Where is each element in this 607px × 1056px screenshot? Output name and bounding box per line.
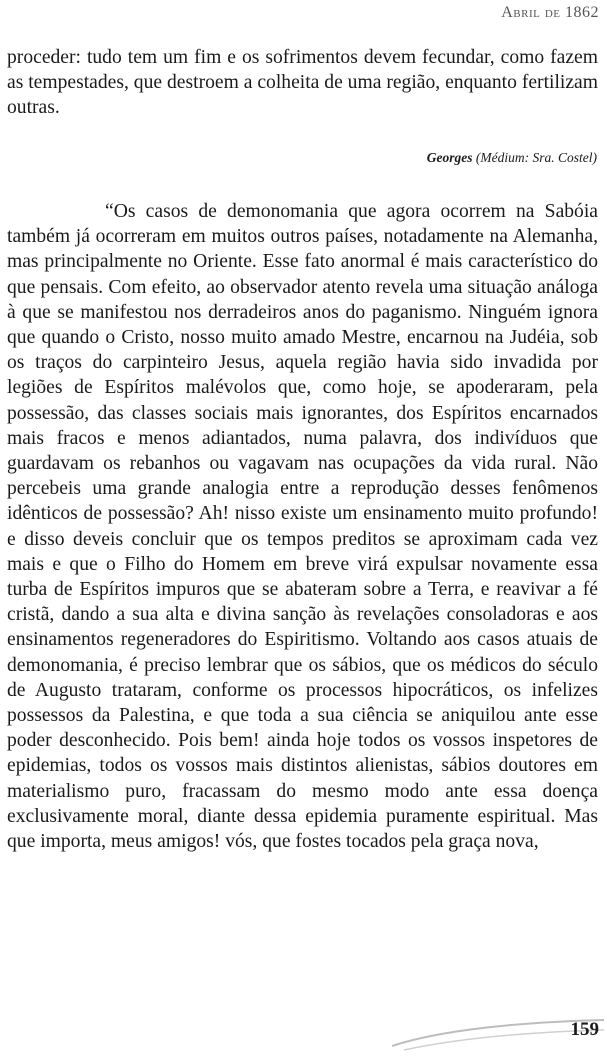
running-header: Abril de 1862 bbox=[501, 4, 599, 21]
signature-author: Georges bbox=[426, 150, 473, 165]
footer-swoosh-decoration bbox=[0, 1010, 607, 1056]
paragraph-main: “Os casos de demonomania que agora ocorrem na Sabóia também já ocorreram em muitos outros países, notadamente na Alemanha, mas principalmente no Oriente. Esse fato anormal é mais característico do que pensais. Com efeito, ao observador atento revela uma situação análoga à que se manifestou nos derradeiros anos do paganismo. Ninguém ignora que quando o Cristo, nosso muito amado Mestre, encarnou na Judéia, sob os traços do carpinteiro Jesus, aquela região havia sido invadida por legiões de Espíritos malévolos que, como hoje, se apoderaram, pela possessão, das classes sociais mais ignorantes, dos Espíritos encarnados mais fracos e menos adiantados, numa palavra, dos indivíduos que guardavam os rebanhos ou vagavam nas ocupações da vida rural. Não percebeis uma grande analogia entre a reprodução desses fenômenos idênticos de possessão? Ah! nisso existe um ensinamento muito profundo! e disso deveis concluir que os tempos preditos se aproximam cada vez mais e que o Filho do Homem em breve virá expulsar novamente essa turba de Espíritos impuros que se abateram sobre a Terra, e reavivar a fé cristã, dando a sua alta e divina sanção às revelações consoladoras e aos ensinamentos regeneradores do Espiritismo. Voltando aos casos atuais de demonomania, é preciso lembrar que os sábios, que os médicos do século de Augusto trataram, conforme os processos hipocráticos, os infelizes possessos da Palestina, e que toda a sua ciência se aniquilou ante esse poder desconhecido. Pois bem! ainda hoje todos os vossos inspetores de epidemias, todos os vossos mais distintos alienistas, sábios doutores em materialismo puro, fracassam do mesmo modo ante essa doença exclusivamente moral, diante dessa epidemia puramente espiritual. Mas que importa, meus amigos! vós, que fostes tocados pela graça nova, bbox=[7, 201, 598, 853]
page-number: 159 bbox=[570, 1019, 599, 1040]
signature-medium: (Médium: Sra. Costel) bbox=[475, 150, 597, 165]
paragraph-continuation: proceder: tudo tem um fim e os sofrimentos devem fecundar, como fazem as tempestades, que destroem a colheita de uma região, enquanto fertilizam outras. bbox=[7, 47, 598, 119]
signature bbox=[427, 150, 597, 166]
